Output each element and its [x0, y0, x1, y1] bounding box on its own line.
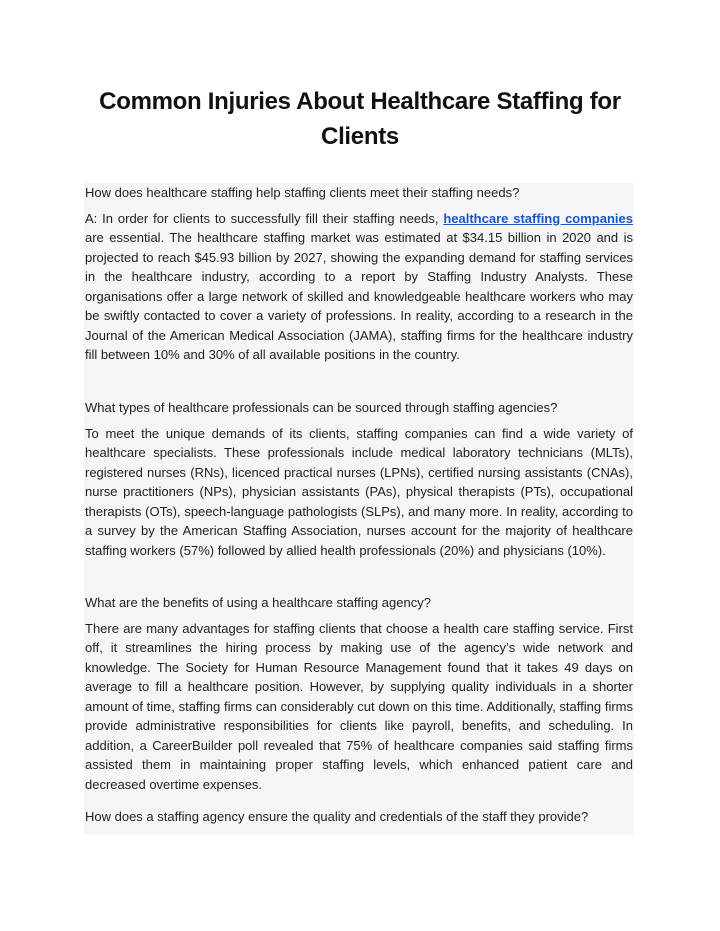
- faq-question: How does healthcare staffing help staffing clients meet their staffing needs?: [85, 185, 520, 200]
- faq-question: What types of healthcare professionals can be sourced through staffing agencies?: [85, 400, 558, 415]
- faq-content: [84, 183, 634, 835]
- faq-answer: There are many advantages for staffing clients that choose a health care staffing service. First off, it streamlines the hiring process by making use of the agency’s wide network and knowledge. The Society for Human Resource Management found that it takes 49 days on average to fill a healthcare position. However, by supplying quality individuals in a shorter amount of time, staffing firms can considerably cut down on this time. Additionally, staffing firms provide administrative responsibilities for clients like payroll, benefits, and scheduling. In addition, a CareerBuilder poll revealed that 75% of healthcare companies said staffing firms assisted them in maintaining proper staffing levels, which enhanced patient care and decreased overtime expenses.: [85, 620, 633, 792]
- faq-question: What are the benefits of using a healthcare staffing agency?: [85, 595, 431, 610]
- answer-text: are essential. The healthcare staffing market was estimated at $34.15 billion in 2020 and is projected to reach $45.93 billion by 2027, showing the expanding demand for staffing services in the healthcare industry, according to a report by Staffing Industry Analysts. These organisations offer a large network of skilled and knowledgeable healthcare workers who may be swiftly contacted to cover a variety of professions. In reality, according to a research in the Journal of the American Medical Association (JAMA), staffing firms for the healthcare industry fill between 10% and 30% of all available positions in the country.: [85, 230, 633, 362]
- answer-text: A: In order for clients to successfully fill their staffing needs,: [85, 210, 444, 226]
- faq-item: [85, 398, 633, 560]
- faq-answer: To meet the unique demands of its clients, staffing companies can find a wide variety of healthcare specialists. These professionals include medical laboratory technicians (MLTs), registered nurses (RNs), licenced practical nurses (LPNs), certified nursing assistants (CNAs), nurse practitioners (NPs), physician assistants (PAs), physical therapists (PTs), occupational therapists (OTs), speech-language pathologists (SLPs), and many more. In reality, according to a survey by the American Staffing Association, nurses account for the majority of healthcare staffing workers (57%) followed by allied health professionals (20%) and physicians (10%).: [85, 425, 633, 558]
- faq-item: [85, 593, 633, 794]
- healthcare-staffing-companies-link[interactable]: healthcare staffing companies: [443, 210, 633, 226]
- page-title: Common Injuries About Healthcare Staffing for Clients: [99, 88, 621, 150]
- faq-item: [85, 807, 633, 827]
- faq-item: [85, 183, 633, 365]
- faq-answer: [85, 209, 633, 365]
- faq-question: How does a staffing agency ensure the quality and credentials of the staff they provide?: [85, 809, 589, 824]
